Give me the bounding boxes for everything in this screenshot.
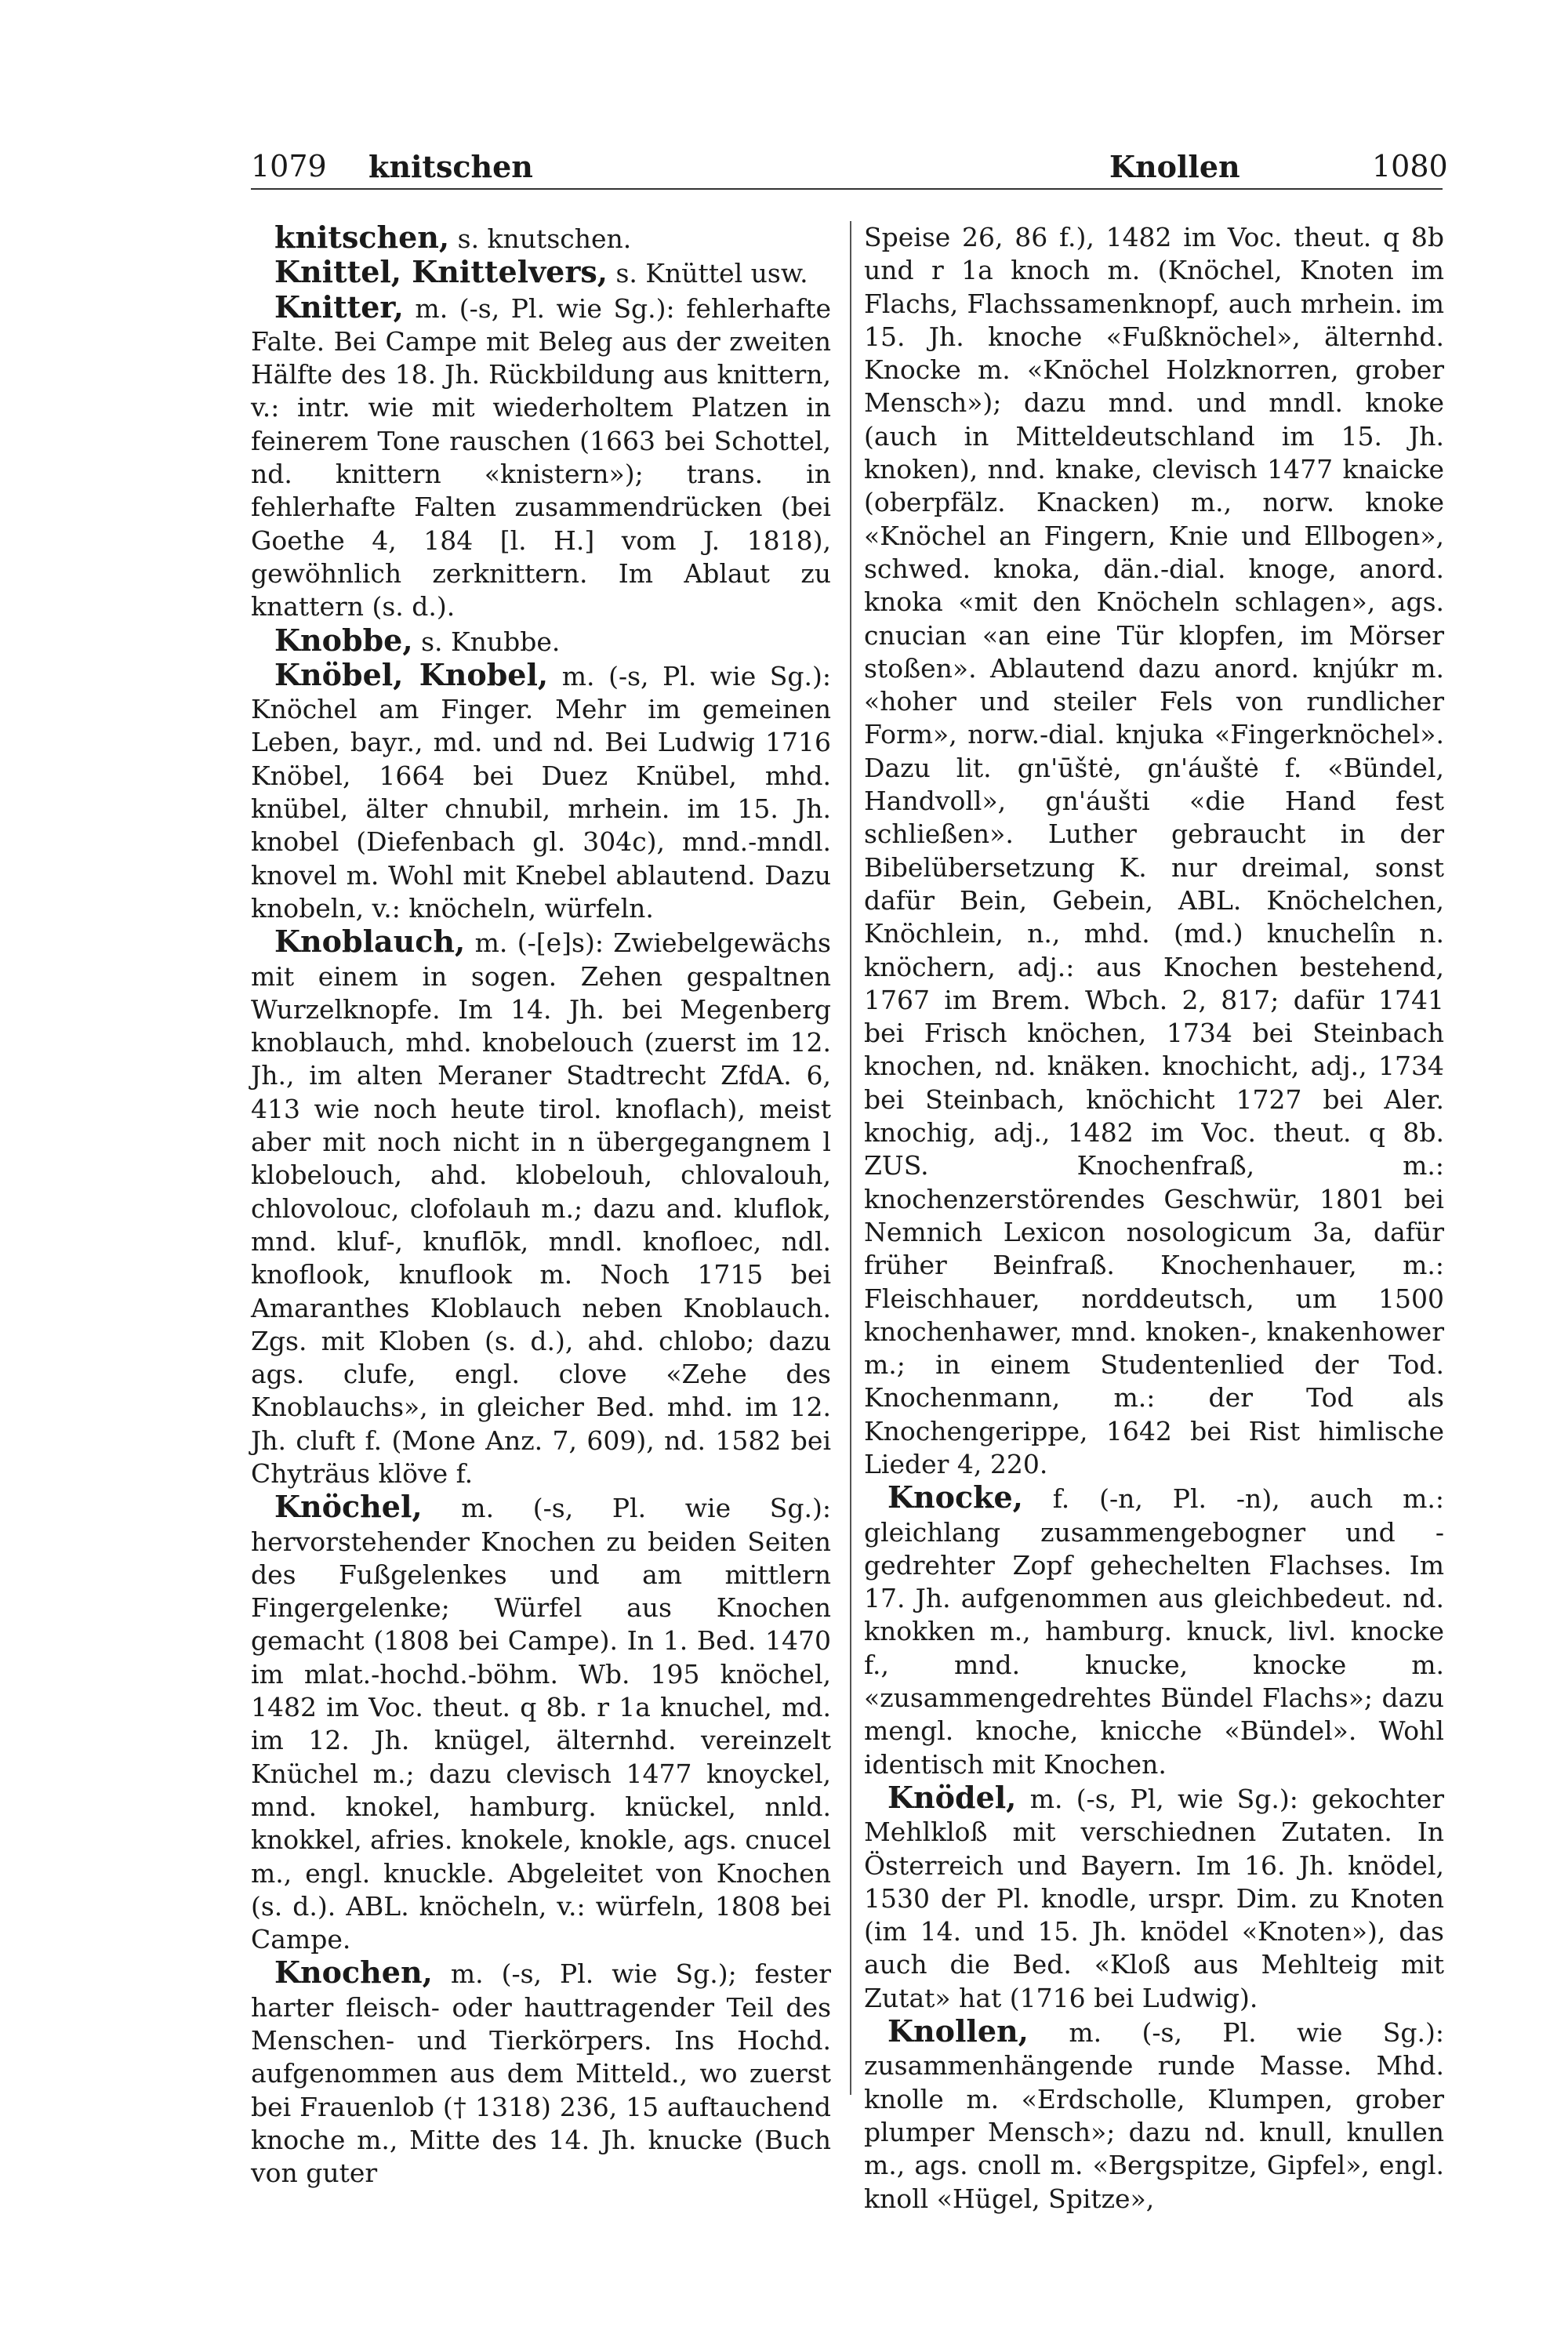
page-number-left: 1079 [251, 149, 327, 183]
page-number-right: 1080 [1372, 149, 1448, 183]
lemma: knitschen, [274, 220, 450, 255]
lemma: Knödel, [887, 1779, 1017, 1815]
lemma: Knollen, [887, 2013, 1029, 2049]
guide-word-left: knitschen [368, 149, 533, 184]
entry-text: m. (-[e]s): Zwiebelgewächs mit einem in sogen. Zehen gespaltnen Wurzelknopfe. Im 14. Jh. bei Megenberg knoblauch, mhd. knobelouch (zuerst im 12. Jh., im alten Meraner Stadtrecht ZfdA. 6, 413 wie noch heute tirol. knoflach), meist aber mit noch nicht in n übergegangnem l klobelouch, ahd. klobelouh, chlovalouh, chlovolouc, clofolauh m.; dazu and. kluflok, mnd. kluf-, knuflōk, mndl. knofloec, ndl. knoflook, knuflook m. Noch 1715 bei Amaranthes Kloblauch neben Knoblauch. Zgs. mit Kloben (s. d.), ahd. chlobo; dazu ags. clufe, engl. clove «Zehe des Knoblauchs», in gleicher Bed. mhd. im 12. Jh. cluft f. (Mone Anz. 7, 609), nd. 1582 bei Chyträus klöve f. [251, 927, 831, 1489]
entry-text: s. Knubbe. [421, 626, 561, 657]
column-divider [850, 221, 851, 2095]
entry-text: m. (-s, Pl. wie Sg.): Knöchel am Finger. Mehr im gemeinen Leben, bayr., md. und nd. Bei Ludwig 1716 Knöbel, 1664 bei Duez Knübel, mhd. knübel, älter chnubil, mrhein. im 15. Jh. knobel (Diefenbach gl. 304c), mnd.-mndl. knovel m. Wohl mit Knebel ablautend. Dazu knobeln, v.: knöcheln, würfeln. [251, 660, 832, 924]
entry-knoechel [251, 1490, 831, 1956]
entry-knittel [251, 256, 831, 290]
entry-knoblauch [251, 925, 831, 1490]
entry-text: m. (-s, Pl. wie Sg.): hervorstehender Knochen zu beiden Seiten des Fußgelenkes und am mittlern Fingergelenke; Würfel aus Knochen gemacht (1808 bei Campe). In 1. Bed. 1470 im mlat.-hochd.-böhm. Wb. 195 knöchel, 1482 im Voc. theut. q 8b. r 1a knuchel, md. im 12. Jh. knügel, älternhd. vereinzelt Knüchel m.; dazu clevisch 1477 knoyckel, mnd. knokel, hamburg. knückel, nnld. knokkel, afries. knokele, knokle, ags. cnucel m., engl. knuckle. Abgeleitet von Knochen (s. d.). ABL. knöcheln, v.: würfeln, 1808 bei Campe. [251, 1493, 831, 1955]
entry-knoedel [864, 1781, 1444, 2015]
lemma: Knobbe, [274, 622, 413, 658]
lemma: Knöbel, Knobel, [274, 656, 549, 692]
entry-text: Speise 26, 86 f.), 1482 im Voc. theut. q 8b und r 1a knoch m. (Knöchel, Knoten im Flachs, Flachssamenknopf, auch mrhein. im 15. Jh. knoche «Fußknöchel», älternhd. Knocke m. «Knöchel Holzknorren, grober Mensch»); dazu mnd. und mndl. knoke (auch in Mitteldeutschland im 15. Jh. knoken), nnd. knake, clevisch 1477 knaicke (oberpfälz. Knacken) m., norw. knoke «Knöchel an Fingern, Knie und Ellbogen», schwed. knoka, dän.-dial. knoge, anord. knoka «mit den Knöcheln schlagen», ags. cnucian «an eine Tür klopfen, im Mörser stoßen». Ablautend dazu anord. knjúkr m. «hoher und steiler Fels von rundlicher Form», norw.-dial. knjuka «Fingerknöchel». Dazu lit. gn'ūštė, gn'áuštė f. «Bündel, Handvoll», gn'áušti «die Hand fest schließen». Luther gebraucht in der Bibelübersetzung K. nur dreimal, sonst dafür Bein, Gebein, ABL. Knöchelchen, Knöchlein, n., mhd. (md.) knuchelîn n. knöchern, adj.: aus Knochen bestehend, 1767 im Brem. Wbch. 2, 817; dafür 1741 bei Frisch knöchen, 1734 bei Steinbach knochen, nd. knäken. knochicht, adj., 1734 bei Steinbach, knöchicht 1727 bei Aler. knochig, adj., 1482 im Voc. theut. q 8b. ZUS. Knochenfraß, m.: knochenzerstörendes Geschwür, 1801 bei Nemnich Lexicon nosologicum 3a, dafür früher Beinfraß. Knochenhauer, m.: Fleischhauer, norddeutsch, um 1500 knochenhawer, mnd. knoken-, knakenhower m.; in einem Studentenlied der Tod. Knochenmann, m.: der Tod als Knochengerippe, 1642 bei Rist himlische Lieder 4, 220. [864, 222, 1444, 1479]
lemma: Knitter, [274, 289, 404, 325]
lemma: Knittel, Knittelvers, [274, 254, 608, 290]
entry-knochen-continued [864, 221, 1444, 1481]
lemma: Knöchel, [274, 1489, 423, 1525]
entry-knitschen [251, 221, 831, 256]
entry-text: m. (-s, Pl. wie Sg.): zusammenhängende runde Masse. Mhd. knolle m. «Erdscholle, Klumpen, grober plumper Mensch»; dazu nd. knull, knullen m., ags. cnoll m. «Bergspitze, Gipfel», engl. knoll «Hügel, Spitze», [864, 2017, 1444, 2214]
entry-text: s. Knüttel usw. [615, 258, 808, 289]
header-rule [251, 188, 1443, 190]
entry-text: s. knutschen. [457, 223, 632, 254]
left-column [251, 221, 831, 2190]
entry-knochen [251, 1956, 831, 2190]
entry-knocke [864, 1481, 1444, 1781]
right-column [864, 221, 1444, 2216]
entry-text: f. (-n, Pl. -n), auch m.: gleichlang zusammengebogner und -gedrehter Zopf gehechelten Flachses. Im 17. Jh. aufgenommen aus gleichbedeut. nd. knokken m., hamburg. knuck, livl. knocke f., mnd. knucke, knocke m. «zusammengedrehtes Bündel Flachs»; dazu mengl. knoche, knicche «Bündel». Wohl identisch mit Knochen. [864, 1483, 1444, 1780]
entry-knitter [251, 291, 831, 624]
entry-text: m. (-s, Pl. wie Sg.): fehlerhafte Falte. Bei Campe mit Beleg aus der zweiten Hälfte des 18. Jh. Rückbildung aus knittern, v.: intr. wie mit wiederholtem Platzen in feinerem Tone rauschen (1663 bei Schottel, nd. knittern «knistern»); trans. in fehlerhafte Falten zusammendrücken (bei Goethe 4, 184 [l. H.] vom J. 1818), gewöhnlich zerknittern. Im Ablaut zu knattern (s. d.). [251, 292, 831, 622]
entry-knollen [864, 2015, 1444, 2216]
lemma: Knochen, [274, 1955, 433, 1991]
entry-knoebel [251, 656, 832, 925]
lemma: Knoblauch, [274, 924, 466, 960]
entry-knobbe [251, 624, 831, 659]
guide-word-right: Knollen [1109, 149, 1240, 184]
entry-text: m. (-s, Pl. wie Sg.); fester harter fleisch- oder hauttragender Teil des Menschen- und Tierkörpers. Ins Hochd. aufgenommen aus dem Mitteld., wo zuerst bei Frauenlob († 1318) 236, 15 auftauchend knoche m., Mitte des 14. Jh. knucke (Buch von guter [251, 1958, 832, 2189]
lemma: Knocke, [887, 1479, 1023, 1515]
entry-text: m. (-s, Pl, wie Sg.): gekochter Mehlkloß mit verschiednen Zutaten. In Österreich und Bayern. Im 16. Jh. knödel, 1530 der Pl. knodle, urspr. Dim. zu Knoten (im 14. und 15. Jh. knödel «Knoten»), das auch die Bed. «Kloß aus Mehlteig mit Zutat» hat (1716 bei Ludwig). [864, 1783, 1444, 2013]
